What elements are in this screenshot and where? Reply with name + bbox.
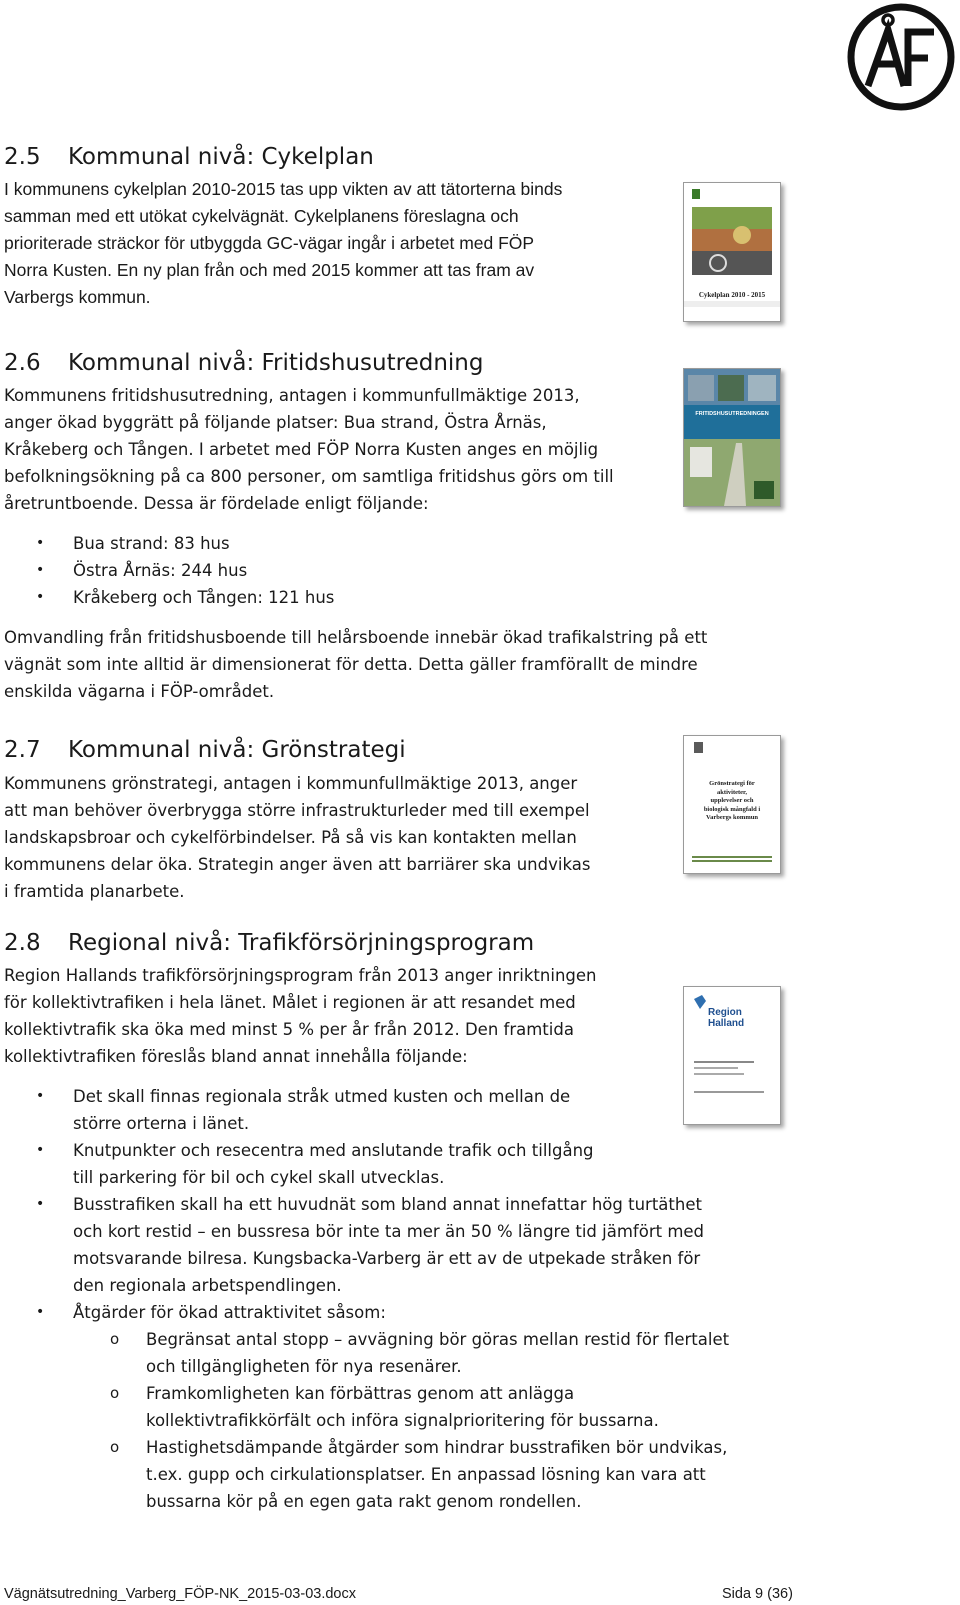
paragraph-line: kollektivtrafiken föreslås bland annat innehålla följande: [4,1047,468,1066]
paragraph-line: prioriterade sträckor för utbyggda GC-vägar ingår i arbetet med FÖP [4,233,535,253]
paragraph-line: att man behöver överbrygga större infrastrukturleder med till exempel [4,801,590,820]
sub-list-item: o Hastighetsdämpande åtgärder som hindrar busstrafiken bör undvikas, t.ex. gupp och cirkulationsplatser. En anpassad lösning kan vara att bussarna kör på en egen gata rakt genom rondellen. [0,1434,729,1515]
paragraph-line: Norra Kusten. En ny plan från och med 2015 kommer att tas fram av [4,260,535,280]
list-item: • Busstrafiken skall ha ett huvudnät som bland annat innefattar hög turtäthet och kort restid – en bussresa bör inte ta mer än 50 % längre tid jämfört med motsvarande bilresa. Kungsbacka-Varberg är ett av de utpekade stråken för den regionala arbetspendlingen. [0,1191,729,1299]
fritidshus-cover-thumbnail [683,368,781,507]
company-logo [846,2,956,112]
list-item: • Åtgärder för ökad attraktivitet såsom: [0,1299,729,1326]
section-2-7-body [4,770,590,905]
list-item: • Kråkeberg och Tången: 121 hus [0,584,334,611]
cover-title: Cykelplan 2010 - 2015 [698,291,766,299]
paragraph-line: Kråkeberg och Tången. I arbetet med FÖP Norra Kusten anges en möjlig [4,440,599,459]
paragraph-line: vägnät som inte alltid är dimensionerat för detta. Detta gäller framförallt de mindre [4,655,698,674]
section-2-6-after [4,624,707,705]
paragraph-line: Kommunens grönstrategi, antagen i kommunfullmäktige 2013, anger [4,774,578,793]
paragraph-line: Region Hallands trafikförsörjningsprogram från 2013 anger inriktningen [4,966,597,985]
paragraph-line: Varbergs kommun. [4,287,151,307]
gronstrategi-cover-thumbnail [683,735,781,874]
paragraph-line: åretruntboende. Dessa är fördelade enligt följande: [4,494,429,513]
section-2-7 [4,735,406,765]
cover-title: FRITIDSHUSUTREDNINGEN [695,411,769,417]
section-heading: 2.5 Kommunal nivå: Cykelplan [4,144,374,170]
paragraph-line: befolkningsökning på ca 800 personer, om samtliga fritidshus görs om till [4,467,614,486]
footer-filename: Vägnätsutredning_Varberg_FÖP-NK_2015-03-03.docx [4,1586,356,1602]
sub-list-item: o Begränsat antal stopp – avvägning bör göras mellan restid för flertalet och tillgängligheten för nya resenärer. [0,1326,729,1380]
footer-page-number: Sida 9 (36) [722,1586,793,1602]
section-2-5 [4,142,374,172]
cover-title: Region Halland [708,1007,745,1029]
section-2-6 [4,348,483,378]
paragraph-line: kollektivtrafik ska öka med minst 5 % per år från 2012. Den framtida [4,1020,574,1039]
sub-list-item: o Framkomligheten kan förbättras genom att anlägga kollektivtrafikkörfält och införa signalprioritering för bussarna. [0,1380,729,1434]
cover-title: Grönstrategi för aktiviteter, upplevelser och biologisk mångfald i Varbergs kommun [703,780,761,821]
cykelplan-cover-thumbnail [683,182,781,322]
section-heading: 2.7 Kommunal nivå: Grönstrategi [4,737,406,763]
paragraph-line: enskilda vägarna i FÖP-området. [4,682,275,701]
section-2-5-body [4,176,562,311]
section-2-8-list [0,1083,729,1515]
list-item: • Knutpunkter och resecentra med anslutande trafik och tillgång till parkering för bil och cykel skall utvecklas. [0,1137,729,1191]
paragraph-line: Omvandling från fritidshusboende till helårsboende innebär ökad trafikalstring på ett [4,628,708,647]
section-2-8-body [4,962,597,1070]
list-item: • Östra Årnäs: 244 hus [0,557,334,584]
paragraph-line: landskapsbroar och cykelförbindelser. På så vis kan kontakten mellan [4,828,577,847]
section-heading: 2.6 Kommunal nivå: Fritidshusutredning [4,350,484,376]
section-2-8 [4,928,534,958]
section-2-6-body [4,382,614,517]
paragraph-line: kommunens delar öka. Strategin anger även att barriärer ska undvikas [4,855,591,874]
paragraph-line: i framtida planarbete. [4,882,185,901]
list-item: • Bua strand: 83 hus [0,530,334,557]
paragraph-line: I kommunens cykelplan 2010-2015 tas upp vikten av att tätorterna binds [4,179,563,199]
paragraph-line: Kommunens fritidshusutredning, antagen i kommunfullmäktige 2013, [4,386,580,405]
paragraph-line: anger ökad byggrätt på följande platser: Bua strand, Östra Årnäs, [4,413,547,432]
paragraph-line: samman med ett utökat cykelvägnät. Cykelplanens föreslagna och [4,206,519,226]
section-2-6-list [0,530,334,611]
paragraph-line: för kollektivtrafiken i hela länet. Målet i regionen är att resandet med [4,993,576,1012]
section-heading: 2.8 Regional nivå: Trafikförsörjningsprogram [4,930,535,956]
list-item: • Det skall finnas regionala stråk utmed kusten och mellan de större orterna i länet. [0,1083,729,1137]
